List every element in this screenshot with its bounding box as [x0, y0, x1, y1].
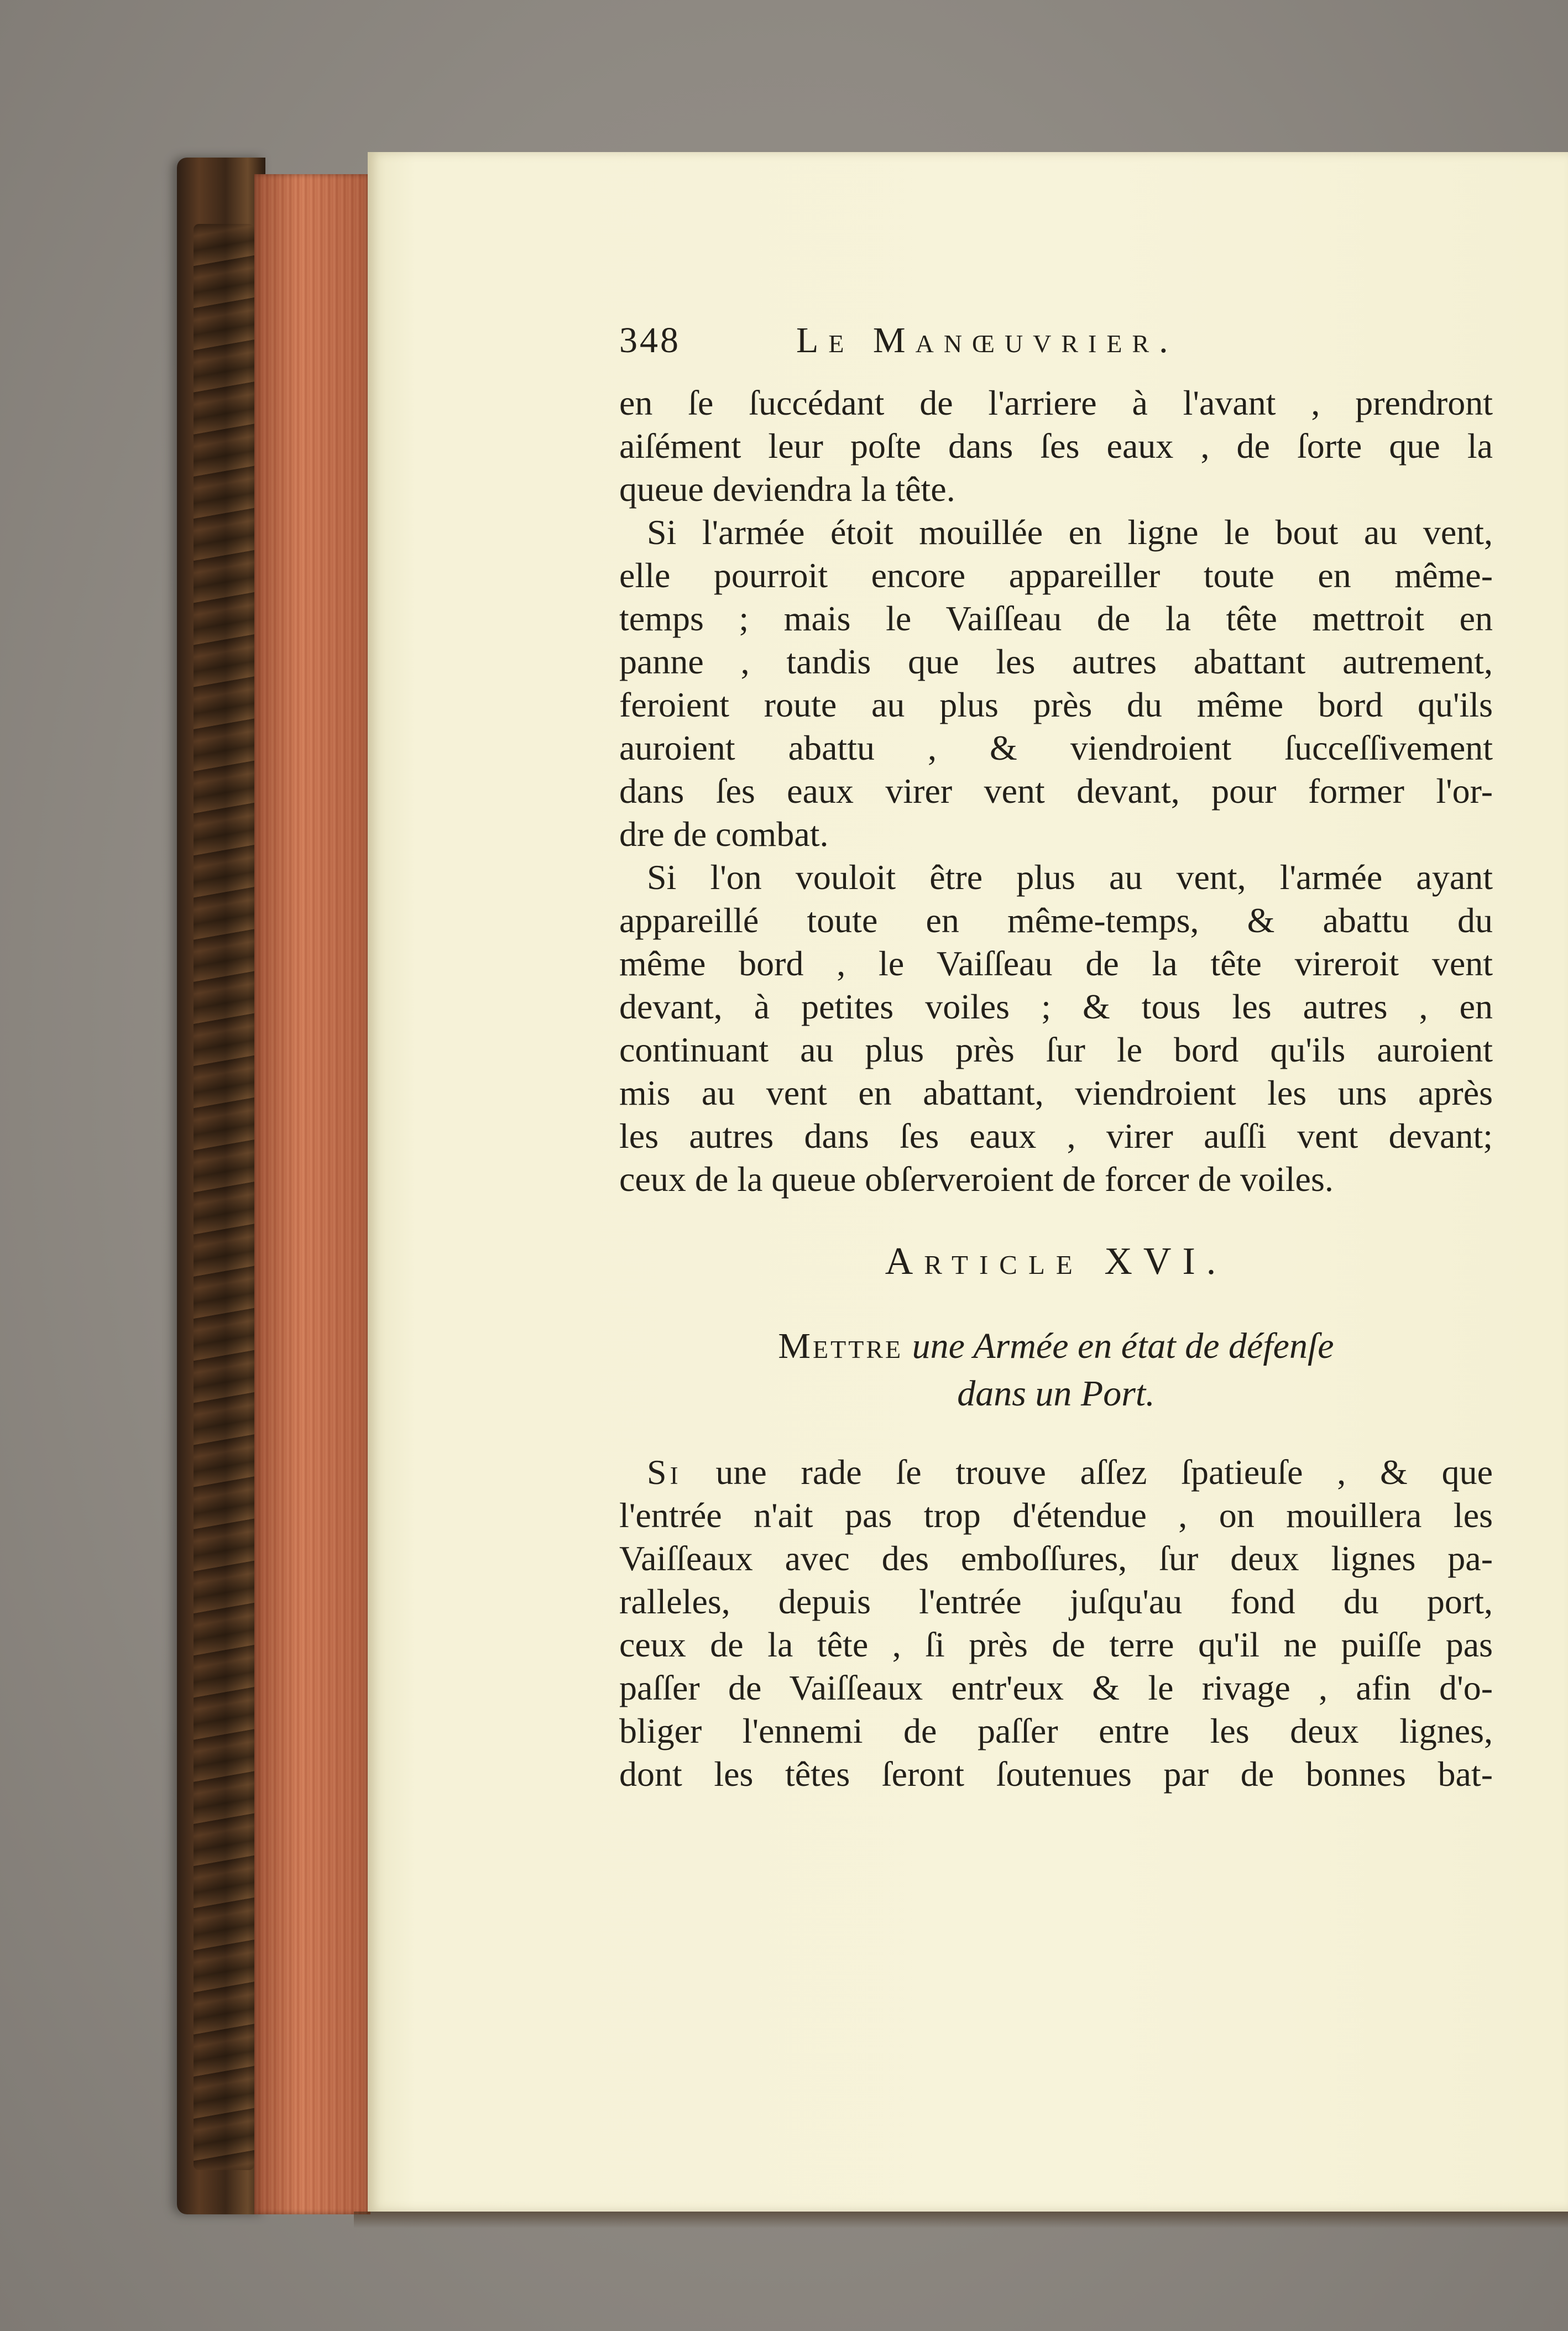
page-edges-shading: [254, 174, 370, 2214]
book-cover-board: [177, 158, 265, 2214]
text-line: [619, 1451, 1493, 1494]
running-title: Le Manœuvrier.: [796, 320, 1178, 360]
text-line: feroient route au plus près du même bord qu'ils: [619, 685, 1493, 724]
text-line: ceux de la tête , ſi près de terre qu'il ne puiſſe pas: [619, 1625, 1493, 1664]
page-bottom-shadow: [354, 2212, 1568, 2228]
text-line: Vaiſſeaux avec des emboſſures, ſur deux lignes pa-: [619, 1539, 1493, 1578]
text-line: paſſer de Vaiſſeaux entr'eux & le rivage , afin d'o-: [619, 1668, 1493, 1707]
text-line: bliger l'ennemi de paſſer entre les deux lignes,: [619, 1711, 1493, 1750]
paragraph-1: [619, 381, 1493, 511]
text-line: en ſe ſuccédant de l'arriere à l'avant , prendront: [619, 383, 1493, 422]
text-line: dans ſes eaux virer vent devant, pour former l'or-: [619, 771, 1493, 811]
text-line: l'entrée n'ait pas trop d'étendue , on mouillera les: [619, 1496, 1493, 1535]
page-number: 348: [619, 320, 681, 360]
text-line: mis au vent en abattant, viendroient les uns après: [619, 1073, 1493, 1112]
text-line: même bord , le Vaiſſeau de la tête vireroit vent: [619, 944, 1493, 983]
text-line: dre de combat.: [619, 814, 829, 854]
text-line: Si l'armée étoit mouillée en ligne le bout au vent,: [647, 513, 1493, 552]
paragraph-4: [619, 1451, 1493, 1796]
text-line: auroient abattu , & viendroient ſucceſſivement: [619, 728, 1493, 767]
text-line: appareillé toute en même-temps, & abattu du: [619, 901, 1493, 940]
text-line: ralleles, depuis l'entrée juſqu'au fond du port,: [619, 1582, 1493, 1621]
text-line: temps ; mais le Vaiſſeau de la tête mettroit en: [619, 599, 1493, 638]
text-line: panne , tandis que les autres abattant autrement,: [619, 642, 1493, 681]
text-line: continuant au plus près ſur le bord qu'ils auroient: [619, 1030, 1493, 1069]
subheading-line-2: dans un Port.: [957, 1373, 1155, 1414]
page-text: [619, 315, 1493, 1796]
text-line: devant, à petites voiles ; & tous les autres , en: [619, 987, 1493, 1026]
section-subheading: [619, 1323, 1493, 1418]
marbled-cover-pattern: [194, 224, 254, 2170]
paragraph-opening-word: Si: [647, 1452, 682, 1492]
paragraph-3: [619, 856, 1493, 1201]
text-line: dont les têtes ſeront ſoutenues par de bonnes bat-: [619, 1754, 1493, 1794]
subheading-text: une Armée en état de défenſe: [903, 1326, 1334, 1366]
text-line-rest: une rade ſe trouve aſſez ſpatieuſe , & que: [681, 1452, 1493, 1492]
spacer: [619, 1418, 1493, 1451]
subheading-small-caps: Mettre: [778, 1326, 903, 1366]
text-line: les autres dans ſes eaux , virer auſſi vent devant;: [619, 1116, 1493, 1156]
running-head: [619, 315, 1493, 381]
text-line: ceux de la queue obſerveroient de forcer de voiles.: [619, 1159, 1334, 1199]
text-line: elle pourroit encore appareiller toute en même-: [619, 556, 1493, 595]
text-line: Si l'on vouloit être plus au vent, l'armée ayant: [647, 858, 1493, 897]
paragraph-2: [619, 511, 1493, 856]
text-line: aiſément leur poſte dans ſes eaux , de ſorte que la: [619, 426, 1493, 466]
article-heading: Article XVI.: [885, 1240, 1227, 1283]
text-line: queue deviendra la tête.: [619, 469, 955, 509]
